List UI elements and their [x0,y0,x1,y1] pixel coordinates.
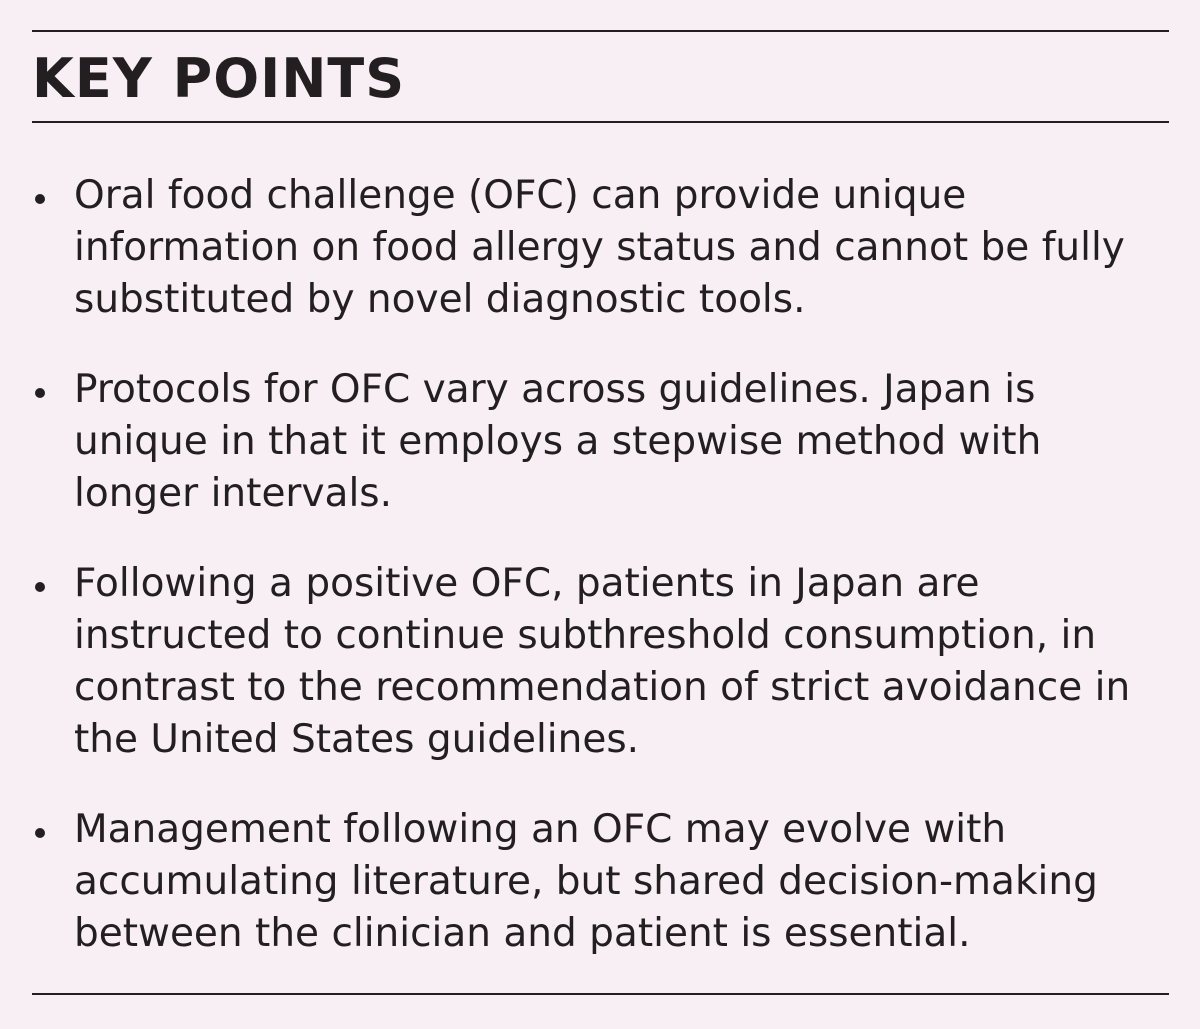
bullet-icon [35,194,45,204]
key-point-item [32,364,1169,520]
key-point-text: Protocols for OFC vary across guidelines. Japan is unique in that it employs a stepwise method with longer intervals. [74,367,1042,516]
bullet-icon [35,582,45,592]
bottom-divider [32,993,1169,995]
key-point-text: Following a positive OFC, patients in Japan are instructed to continue subthreshold consumption, in contrast to the recommendation of strict avoidance in the United States guidelines. [74,561,1131,762]
heading-divider [32,121,1169,123]
key-point-item [32,804,1169,960]
key-point-item [32,558,1169,766]
key-points-heading: KEY POINTS [32,47,406,110]
key-point-item [32,170,1169,326]
key-point-text: Management following an OFC may evolve with accumulating literature, but shared decision-making between the clinician and patient is essential. [74,807,1098,956]
bullet-icon [35,388,45,398]
key-points-box [32,0,1169,1029]
bullet-icon [35,828,45,838]
top-divider [32,30,1169,32]
key-points-list [32,170,1169,998]
key-point-text: Oral food challenge (OFC) can provide unique information on food allergy status and cannot be fully substituted by novel diagnostic tools. [74,173,1125,322]
